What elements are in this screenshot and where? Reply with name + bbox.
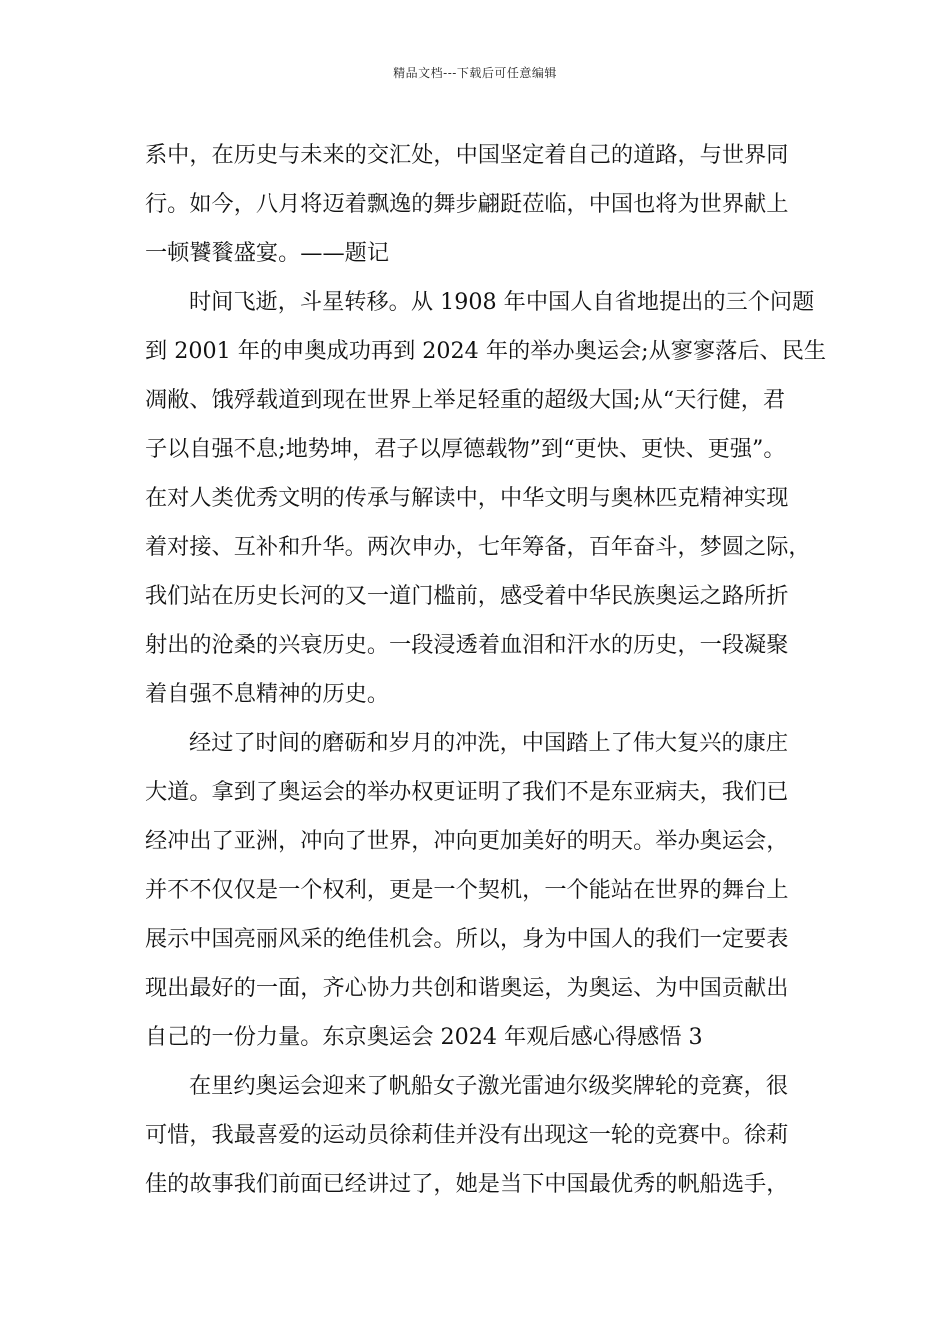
text-line: 行。如今，八月将迈着飘逸的舞步翩跹莅临，中国也将为世界献上 — [145, 191, 789, 217]
text-line: 现出最好的一面，齐心协力共创和谐奥运，为奥运、为中国贡献出 — [145, 975, 789, 1001]
text-line: 凋敝、饿殍载道到现在世界上举足轻重的超级大国;从“天行健，君 — [145, 387, 786, 413]
paragraph-first-line: 时间飞逝，斗星转移。从 1908 年中国人自省地提出的三个问题 — [189, 289, 815, 315]
page-header: 精品文档---下载后可任意编辑 — [393, 66, 557, 80]
text-line: 大道。拿到了奥运会的举办权更证明了我们不是东亚病夫，我们已 — [145, 779, 789, 805]
text-line: 展示中国亮丽风采的绝佳机会。所以，身为中国人的我们一定要表 — [145, 926, 789, 952]
text-line: 经冲出了亚洲，冲向了世界，冲向更加美好的明天。举办奥运会， — [145, 828, 789, 854]
text-line: 自己的一份力量。东京奥运会 2024 年观后感心得感悟 3 — [145, 1024, 703, 1050]
text-line: 到 2001 年的申奥成功再到 2024 年的举办奥运会;从寥寥落后、民生 — [145, 338, 827, 364]
text-line: 在对人类优秀文明的传承与解读中，中华文明与奥林匹克精神实现 — [145, 485, 789, 511]
text-line: 我们站在历史长河的又一道门槛前，感受着中华民族奥运之路所折 — [145, 583, 789, 609]
text-line: 一顿饕餮盛宴。——题记 — [145, 240, 390, 266]
text-line: 射出的沧桑的兴衰历史。一段浸透着血泪和汗水的历史，一段凝聚 — [145, 632, 789, 658]
text-line: 佳的故事我们前面已经讲过了，她是当下中国最优秀的帆船选手， — [145, 1171, 789, 1197]
text-line: 系中，在历史与未来的交汇处，中国坚定着自己的道路，与世界同 — [145, 142, 789, 168]
text-line: 子以自强不息;地势坤，君子以厚德载物”到“更快、更快、更强”。 — [145, 436, 786, 462]
text-line: 着对接、互补和升华。两次申办，七年筹备，百年奋斗，梦圆之际， — [145, 534, 811, 560]
document-body — [145, 131, 825, 1209]
text-line: 可惜，我最喜爱的运动员徐莉佳并没有出现这一轮的竞赛中。徐莉 — [145, 1122, 789, 1148]
text-line: 着自强不息精神的历史。 — [145, 681, 390, 707]
text-line: 并不不仅仅是一个权利，更是一个契机，一个能站在世界的舞台上 — [145, 877, 789, 903]
paragraph-first-line: 在里约奥运会迎来了帆船女子激光雷迪尔级奖牌轮的竞赛，很 — [189, 1073, 789, 1099]
paragraph-first-line: 经过了时间的磨砺和岁月的冲洗，中国踏上了伟大复兴的康庄 — [189, 730, 789, 756]
